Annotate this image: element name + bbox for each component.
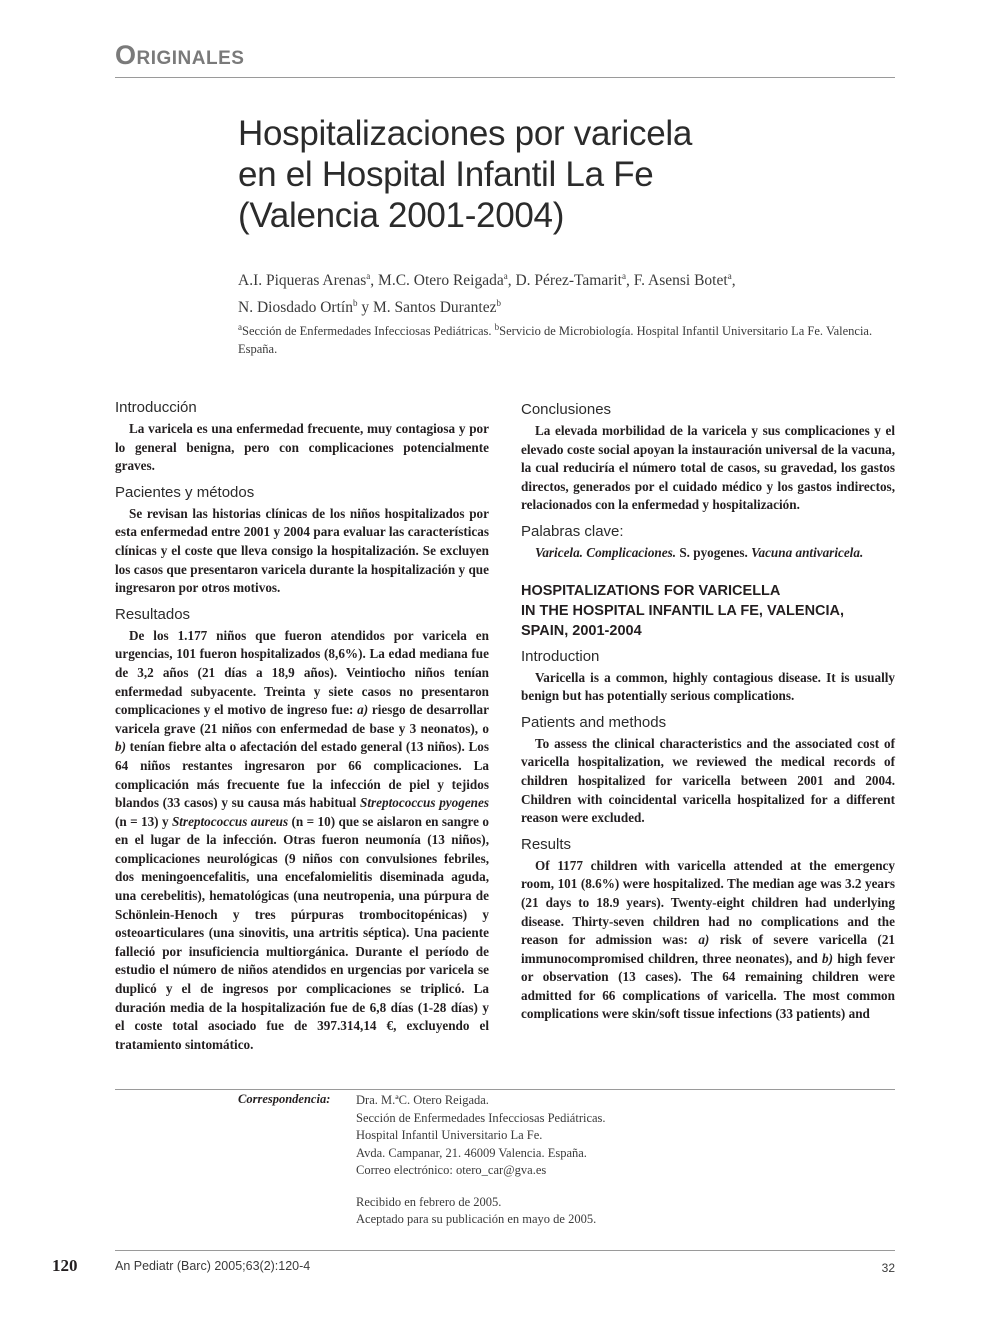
footer-divider [115, 1250, 895, 1251]
abstract-right-column [521, 400, 895, 1031]
journal-citation: An Pediatr (Barc) 2005;63(2):120-4 [115, 1259, 311, 1273]
article-title [238, 113, 838, 236]
corr-line: Dra. M.ªC. Otero Reigada. [356, 1093, 489, 1107]
intro-heading: Introducción [115, 399, 197, 416]
eng-methods-heading: Patients and methods [521, 713, 667, 731]
eng-results-text: Of 1177 children with varicella attended at the emergency room, 101 (8.6%) were hospitalized. The median age was 3.2 years (21 days to 18.9 years). Twenty-eight children had underlying disease. Thirty-seven children had no complications and the reason for admission was: a) risk of severe varicella (21 immunocompromised children, three neonates), and b) high fever or observation (13 cases). The 64 remaining children were admitted for 66 complications of varicella. The most common complications were skin/soft tissue infections (33 patients) and [521, 857, 896, 1022]
conclusions-heading: Conclusiones [521, 401, 612, 418]
keywords-heading: Palabras clave: [521, 522, 624, 540]
correspondence-divider [115, 1089, 895, 1090]
affiliations: $^a$Sección de Enfermedades Infecciosas Pediátricas. $^b$Servicio de Microbiología. Hospital Infantil Universitario La Fe. Valencia. España. [238, 322, 873, 357]
corr-line: Sección de Enfermedades Infecciosas Pediátricas. [356, 1110, 606, 1125]
title-line-1: Hospitalizaciones por varicela [238, 114, 692, 153]
corr-line: Avda. Campanar, 21. 46009 Valencia. España. [356, 1145, 587, 1160]
correspondence-block [356, 1092, 606, 1229]
received-date: Recibido en febrero de 2005. [356, 1194, 502, 1209]
abstract-spanish-column [115, 398, 489, 1061]
results-heading: Resultados [115, 605, 191, 623]
title-line-3: (Valencia 2001-2004) [238, 196, 565, 235]
section-label: Originales [115, 40, 245, 70]
keywords-text: Varicela. Complicaciones. S. pyogenes. Vacuna antivaricela. [535, 544, 864, 560]
corr-line: Hospital Infantil Universitario La Fe. [356, 1128, 543, 1142]
title-line-2: en el Hospital Infantil La Fe [238, 155, 654, 194]
english-title: HOSPITALIZATIONS FOR VARICELLA IN THE HOSPITAL INFANTIL LA FE, VALENCIA, SPAIN, 2001-2004 [521, 582, 845, 639]
eng-intro-text: Varicella is a common, highly contagious disease. It is usually benign but has potentially serious complications. [521, 669, 895, 704]
authors-line-2: N. Diosdado Ortín$^b$ y M. Santos Durantez$^b$ [238, 298, 501, 317]
top-divider [115, 77, 895, 78]
results-text: De los 1.177 niños que fueron atendidos por varicela en urgencias, 101 fueron hospitalizados (8,6%). La edad mediana fue de 3,2 años (21 días a 18,9 años). Veintiocho niños tenían enfermedad subyacente. Treinta y siete casos no presentaron complicaciones y el motivo de ingreso fue: a) riesgo de desarrollar varicela grave (21 niños con enfermedad de base y 3 neonatos), o b) tenían fiebre alta o afectación del estado general (13 niños). Los 64 niños restantes ingresaron por 66 complicaciones. La complicación más frecuente fue la infección de piel y tejidos blandos (33 casos) y su causa más habitual Streptococcus pyogenes (n = 13) y Streptococcus aureus (n = 10) que se aislaron en sangre o en el lugar de la infección. Otras fueron neumonía (13 niños), complicaciones neurológicas (9 niños con convulsiones febriles, dos meningoencefalitis, una encefalomielitis diseminada aguda, una cerebelitis), hematológicas (una neutropenia, una púrpura de Schönlein-Henoch y tres púrpuras trombocitopénicas) y osteoarticulares (una sinovitis, una artritis séptica). Una paciente falleció por insuficiencia multiorgánica. Durante el período de estudio el número de niños atendidos en urgencias por varicela se duplicó y el de ingresos por complicaciones se triplicó. La duración media de la hospitalización fue de 6,8 días (1-28 días) y el coste total asociado fue de 397.314,14 €, excluyendo el tratamiento sintomático. [115, 627, 490, 1052]
authors [238, 265, 878, 319]
methods-text: Se revisan las historias clínicas de los niños hospitalizados por esta enfermedad entre 2001 y 2004 para evaluar las características clínicas y el coste que lleva consigo la hospitalización. Se excluyen los casos que presentaron varicela durante la hospitalización y que ingresaron por otros motivos. [115, 505, 489, 596]
eng-methods-text: To assess the clinical characteristics and the associated cost of varicella hospitalization, we reviewed the medical records of children hospitalized for varicella between 2001 and 2004. Children with coincidental varicella hospitalized for a different reason were excluded. [521, 735, 895, 826]
correspondence-label: Correspondencia: [238, 1092, 331, 1106]
eng-intro-heading: Introduction [521, 647, 600, 665]
conclusions-text: La elevada morbilidad de la varicela y sus complicaciones y el elevado coste social apoyan la instauración universal de la vacuna, la cual reduciría el número total de casos, su gravedad, los gastos directos, generados por el cuidado médico y los gastos indirectos, relacionados con la enfermedad y hospitalización. [521, 423, 895, 513]
folio-number: 32 [881, 1261, 895, 1275]
methods-heading: Pacientes y métodos [115, 483, 255, 501]
page-number: 120 [52, 1256, 78, 1275]
intro-text: La varicela es una enfermedad frecuente, muy contagiosa y por lo general benigna, pero con complicaciones potencialmente graves. [115, 421, 489, 474]
corr-email: Correo electrónico: otero_car@gva.es [356, 1163, 547, 1177]
eng-results-heading: Results [521, 835, 572, 853]
accepted-date: Aceptado para su publicación en mayo de 2005. [356, 1212, 597, 1226]
authors-line-1: A.I. Piqueras Arenas$^a$, M.C. Otero Reigada$^a$, D. Pérez-Tamarit$^a$, F. Asensi Botet$^a$, [238, 271, 736, 290]
